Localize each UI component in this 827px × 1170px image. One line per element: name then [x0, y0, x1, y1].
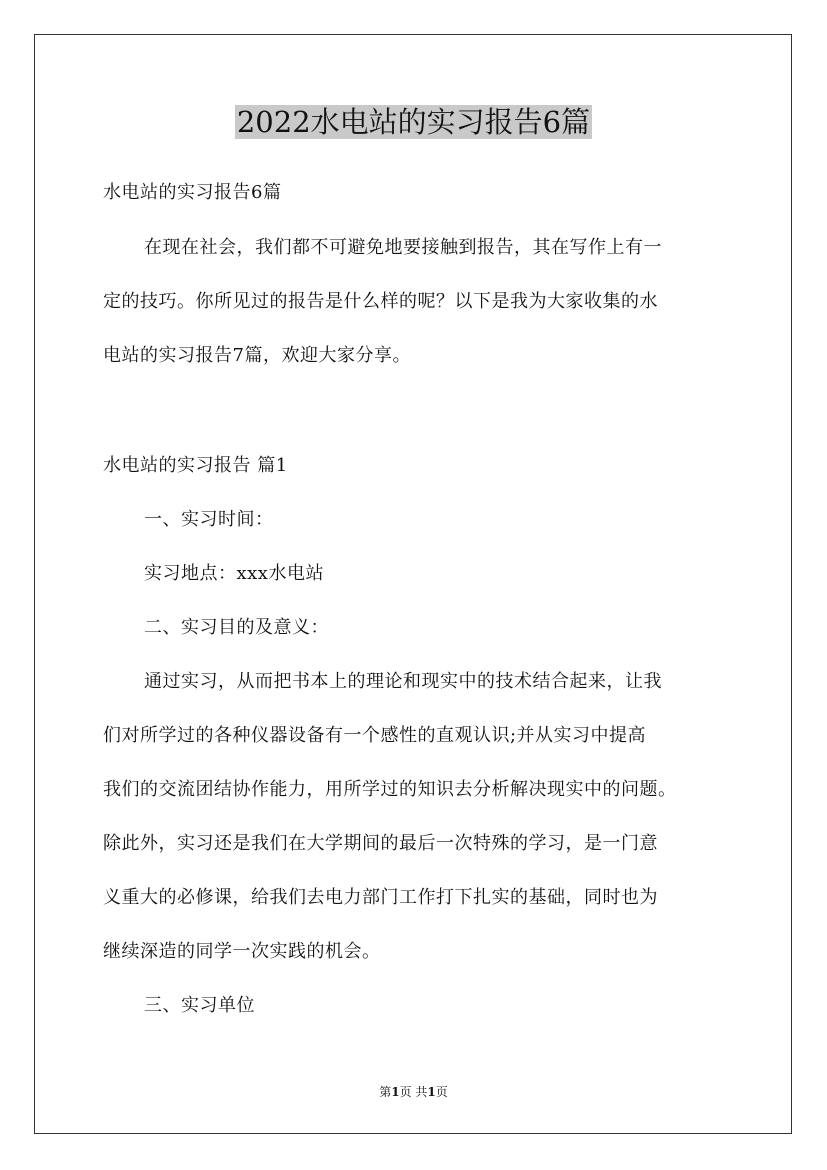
title-text: 2022水电站的实习报告6篇 — [236, 105, 591, 139]
page-footer — [0, 1084, 827, 1100]
body-line: 通过实习，从而把书本上的理论和现实中的技术结合起来，让我 — [144, 671, 662, 692]
footer-page-number: 1 — [391, 1085, 400, 1099]
footer-total-pages: 1 — [427, 1085, 436, 1099]
body-line: 我们的交流团结协作能力，用所学过的知识去分析解决现实中的问题。 — [103, 779, 677, 800]
body-line: 继续深造的同学一次实践的机会。 — [103, 941, 381, 962]
footer-prefix: 第 — [379, 1085, 392, 1099]
section-heading: 水电站的实习报告 篇1 — [103, 455, 288, 476]
subtitle: 水电站的实习报告6篇 — [103, 182, 282, 203]
body-line: 们对所学过的各种仪器设备有一个感性的直观认识;并从实习中提高 — [103, 725, 647, 746]
list-item: 三、实习单位 — [144, 995, 255, 1016]
list-item: 实习地点：xxx水电站 — [144, 563, 324, 584]
intro-line: 定的技巧。你所见过的报告是什么样的呢？以下是我为大家收集的水 — [103, 291, 658, 312]
body-line: 除此外，实习还是我们在大学期间的最后一次特殊的学习，是一门意 — [103, 833, 658, 854]
list-item: 一、实习时间： — [144, 509, 274, 530]
footer-mid: 页 共 — [399, 1085, 428, 1099]
document-title — [0, 101, 827, 143]
body-line: 义重大的必修课，给我们去电力部门工作打下扎实的基础，同时也为 — [103, 887, 658, 908]
intro-line: 电站的实习报告7篇，欢迎大家分享。 — [103, 345, 411, 366]
footer-suffix: 页 — [435, 1085, 448, 1099]
intro-line: 在现在社会，我们都不可避免地要接触到报告，其在写作上有一 — [144, 237, 662, 258]
list-item: 二、实习目的及意义： — [144, 617, 329, 638]
